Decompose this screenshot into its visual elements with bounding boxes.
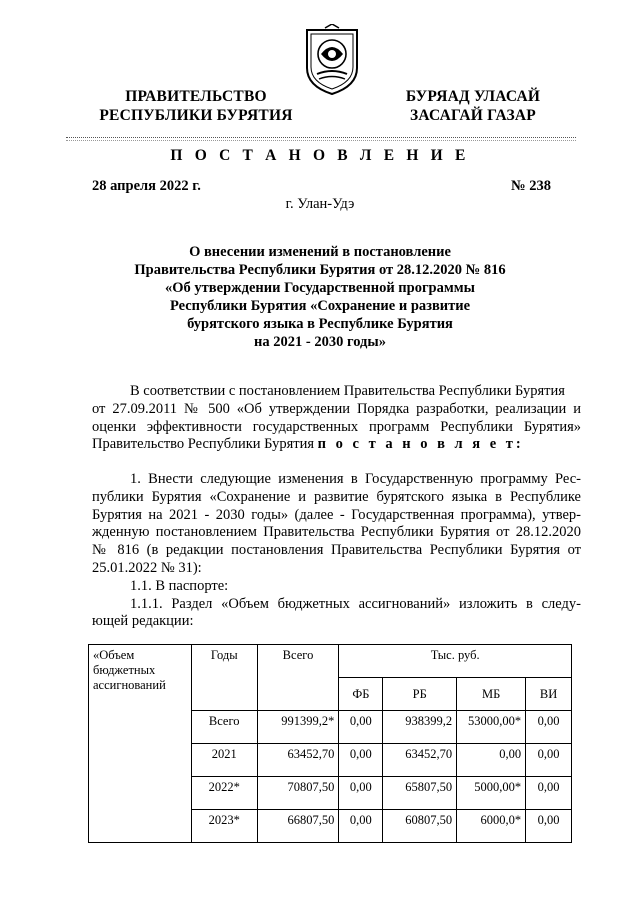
col-rb-header: РБ	[383, 678, 457, 711]
cell-mb: 0,00	[457, 744, 526, 777]
item1-line-6: 25.01.2022 № 31):	[92, 559, 202, 576]
subject-line-5: бурятского языка в Республике Бурятия	[187, 316, 453, 332]
subject-line-6: на 2021 - 2030 годы»	[254, 334, 386, 350]
government-name-russian	[88, 87, 304, 125]
cell-vi: 0,00	[526, 744, 572, 777]
preamble-paragraph	[92, 383, 581, 454]
table-header-row	[89, 645, 572, 678]
cell-vi: 0,00	[526, 711, 572, 744]
cell-total: 70807,50	[257, 777, 339, 810]
item1-line-7: 1.1. В паспорте:	[130, 577, 229, 594]
preamble-line-3: оценки эффективности государственных программ Республики Бурятия»	[92, 418, 581, 435]
preamble-line-4	[92, 436, 581, 454]
cell-mb: 53000,00*	[457, 711, 526, 744]
subject-line-4: Республики Бурятия «Сохранение и развитие	[169, 298, 471, 314]
budget-allocations-table	[88, 644, 572, 843]
cell-total: 991399,2*	[257, 711, 339, 744]
header-divider-secondary	[66, 140, 576, 141]
col-fb-header: ФБ	[339, 678, 383, 711]
coat-of-arms-emblem	[303, 24, 361, 96]
cell-mb: 6000,0*	[457, 810, 526, 843]
cell-fb: 0,00	[339, 744, 383, 777]
resolves-word: п о с т а н о в л я е т:	[317, 436, 524, 453]
preamble-line-4-prefix: Правительство Республики Бурятия	[92, 436, 318, 453]
cell-total: 63452,70	[257, 744, 339, 777]
document-date: 28 апреля 2022 г.	[92, 178, 201, 194]
col-years-header: Годы	[191, 645, 257, 711]
col-group-header: Тыс. руб.	[339, 645, 572, 678]
org-right-line-1: БУРЯАД УЛАСАЙ	[405, 88, 541, 105]
government-name-buryat	[388, 87, 558, 125]
cell-year: 2021	[191, 744, 257, 777]
cell-rb: 938399,2	[383, 711, 457, 744]
org-left-line-2: РЕСПУБЛИКИ БУРЯТИЯ	[99, 107, 293, 124]
cell-mb: 5000,00*	[457, 777, 526, 810]
cell-rb: 65807,50	[383, 777, 457, 810]
item1-line-1: 1. Внести следующие изменения в Государственную программу Рес-	[130, 471, 581, 487]
cell-fb: 0,00	[339, 810, 383, 843]
cell-rb: 63452,70	[383, 744, 457, 777]
cell-fb: 0,00	[339, 711, 383, 744]
preamble-line-2: от 27.09.2011 № 500 «Об утверждении Порядка разработки, реализации и	[92, 400, 581, 417]
cell-rb: 60807,50	[383, 810, 457, 843]
subject-line-3: «Об утверждении Государственной программы	[165, 280, 475, 296]
org-right-line-2: ЗАСАГАЙ ГАЗАР	[410, 107, 536, 124]
item-1-paragraph	[92, 471, 581, 631]
item1-line-9: ющей редакции:	[92, 613, 194, 630]
row-label-cell	[89, 645, 192, 843]
cell-vi: 0,00	[526, 810, 572, 843]
col-mb-header: МБ	[457, 678, 526, 711]
item1-line-8: 1.1.1. Раздел «Объем бюджетных ассигнований» изложить в следу-	[130, 595, 581, 612]
document-city: г. Улан-Удэ	[285, 196, 355, 212]
cell-year: Всего	[191, 711, 257, 744]
document-number: № 238	[511, 178, 551, 194]
item1-line-2: публики Бурятия «Сохранение и развитие бурятского языка в Республике	[92, 488, 581, 505]
row-label-line-2: бюджетных	[93, 663, 156, 677]
row-label-line-3: ассигнований	[93, 678, 166, 692]
item1-line-3: Бурятия на 2021 - 2030 годы» (далее - Государственная программа), утвер-	[92, 506, 581, 523]
cell-year: 2023*	[191, 810, 257, 843]
cell-vi: 0,00	[526, 777, 572, 810]
col-total-header: Всего	[257, 645, 339, 711]
col-vi-header: ВИ	[526, 678, 572, 711]
cell-fb: 0,00	[339, 777, 383, 810]
document-type-title: П О С Т А Н О В Л Е Н И Е	[170, 147, 470, 164]
document-subject	[110, 243, 530, 351]
subject-line-1: О внесении изменений в постановление	[189, 244, 451, 260]
header-divider	[66, 137, 576, 138]
item1-line-5: № 816 (в редакции постановления Правительства Республики Бурятия от	[92, 542, 581, 559]
row-label-line-1: «Объем	[93, 648, 135, 662]
subject-line-2: Правительства Республики Бурятия от 28.12.2020 № 816	[134, 262, 506, 278]
preamble-line-1: В соответствии с постановлением Правительства Республики Бурятия	[130, 383, 565, 399]
item1-line-4: жденную постановлением Правительства Республики Бурятия от 28.12.2020	[92, 524, 581, 541]
org-left-line-1: ПРАВИТЕЛЬСТВО	[125, 88, 267, 105]
cell-year: 2022*	[191, 777, 257, 810]
cell-total: 66807,50	[257, 810, 339, 843]
